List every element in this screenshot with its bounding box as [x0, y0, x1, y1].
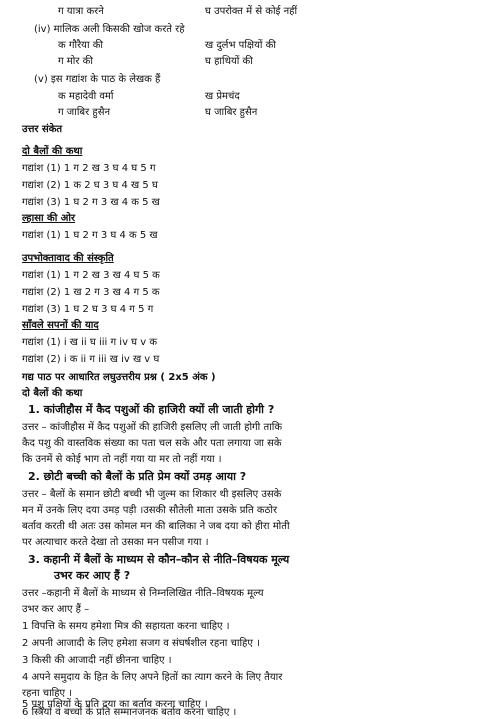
question-text: 1. कांजीहौस में कैद पशुओं की हाजिरी क्यों ली जाती होगी ? — [28, 403, 275, 416]
chapter-title: दो बैलों की कथा — [22, 388, 83, 399]
list-item: 1 विपत्ति के समय हमेशा मित्र की सहायता करना चाहिए । — [22, 621, 230, 632]
answer-line: गद्यांश (3) 1 घ 2 ग 3 ख 4 क 5 ख — [22, 197, 160, 208]
option-text: ख दुर्लभ पक्षियों की — [205, 40, 276, 51]
question-text: उभर कर आए हैं ? — [54, 569, 131, 582]
answer-text: उत्तर –कहानी में बैलों के माध्यम से निम्नलिखित नीति–विषयक मूल्य — [22, 588, 264, 599]
question-text: (iv) मालिक अली किसकी खोज करते रहे — [34, 24, 185, 35]
answer-line: गद्यांश (1) 1 ग 2 ख 3 ख 4 घ 5 क — [22, 270, 160, 281]
option-text: क गौरैया की — [58, 40, 104, 51]
answer-line: गद्यांश (2) i क ii ग iii ख iv ख v घ — [22, 354, 160, 365]
answer-text: कि उनमें से कोई भाग तो नहीं गया या मर तो नहीं गया । — [22, 454, 222, 465]
option-text: ख प्रेमचंद — [205, 91, 240, 102]
option-text: घ उपरोक्त में से कोई नहीं — [205, 6, 298, 17]
answer-text: बर्ताव करती थी अतः उस कोमल मन की बालिका ने जब दया को हीरा मोती — [22, 521, 290, 532]
answer-text: उत्तर – कांजीहौस में कैद पशुओं की हाजिरी इसलिए ली जाती होगी ताकि — [22, 422, 283, 433]
list-item: 4 अपने समुदाय के हित के लिए अपने हितों का त्याग करने के लिए तैयार — [22, 672, 283, 683]
answer-line: गद्यांश (2) 1 ख 2 ग 3 ख 4 ग 5 क — [22, 287, 160, 298]
answer-text: उत्तर – बैलों के समान छोटी बच्ची भी जुल्म का शिकार थी इसलिए उसके — [22, 489, 282, 500]
option-text: ग मोर की — [58, 56, 93, 67]
answer-line: गद्यांश (3) 1 घ 2 घ 3 घ 4 ग 5 ग — [22, 304, 154, 315]
section-title: उपभोक्तावाद की संस्कृति — [22, 253, 114, 264]
main-heading: गद्य पाठ पर आधारित लघुउत्तरीय प्रश्न ( 2x5 अंक ) — [22, 372, 216, 383]
question-text: 2. छोटी बच्ची को बैलों के प्रति प्रेम क्यों उमड़ आया ? — [28, 470, 247, 483]
answer-text: मन में उनके लिए दया उमड़ पड़ी ।उसकी सौतेली माता उसके प्रति कठोर — [22, 505, 278, 516]
option-text: ग जाबिर हुसैन — [58, 107, 111, 118]
section-title: दो बैलों की कथा — [22, 146, 83, 157]
answer-line: गद्यांश (2) 1 क 2 घ 3 घ 4 ख 5 घ — [22, 180, 158, 191]
answer-line: गद्यांश (1) i ख ii घ iii ग iv घ v क — [22, 337, 158, 348]
answer-text: पर अत्याचार करते देखा तो उसका मन पसीज गया । — [22, 537, 209, 548]
answer-line: गद्यांश (1) 1 ग 2 ख 3 घ 4 घ 5 ग — [22, 163, 156, 174]
answer-text: कैद पशु की वास्तविक संख्या का पता चल सके और पता लगाया जा सके — [22, 438, 282, 449]
list-item: 3 किसी की आजादी नहीं छीनना चाहिए । — [22, 655, 172, 666]
question-text: (v) इस गद्यांश के पाठ के लेखक हैं — [34, 74, 161, 85]
answer-heading: उत्तर संकेत — [22, 124, 63, 135]
list-item: 2 अपनी आजादी के लिए हमेशा सजग व संघर्षशील रहना चाहिए । — [22, 638, 260, 649]
list-item: 6 स्त्रियों व बच्चों के प्रति सम्मानजनक बर्ताव करना चाहिए । — [22, 707, 237, 718]
list-item: रहना चाहिए । — [22, 688, 73, 699]
option-text: क महादेवी वर्मा — [58, 91, 114, 102]
option-text: ग यात्रा करने — [58, 6, 104, 17]
answer-text: उभर कर आए हैं – — [22, 604, 90, 615]
section-title: साँवले सपनों की याद — [22, 320, 99, 331]
list-item: 5 पशु पक्षियों के प्रति दया का बर्ताव करना चाहिए । — [22, 699, 208, 710]
option-text: घ हाथियों की — [205, 56, 253, 67]
answer-line: गद्यांश (1) 1 घ 2 ग 3 घ 4 क 5 ख — [22, 230, 158, 241]
section-title: ल्हासा की ओर — [22, 213, 76, 224]
question-text: 3. कहानी में बैलों के माध्यम से कौन–कौन से नीति–विषयक मूल्य — [28, 553, 290, 566]
option-text: घ जाबिर हुसैन — [205, 107, 258, 118]
